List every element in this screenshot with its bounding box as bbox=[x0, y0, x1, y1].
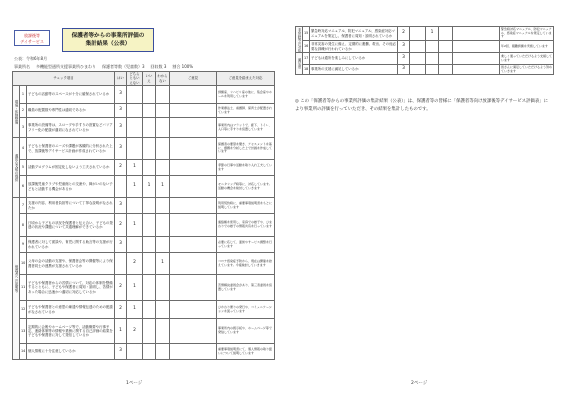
opinion-cell bbox=[170, 160, 217, 176]
tally-cell bbox=[127, 198, 143, 214]
tally-cell: 2 bbox=[115, 214, 127, 237]
check-item: 子どもや保護者との意思の疎通や情報伝達のための配慮がなされているか bbox=[27, 301, 115, 319]
header-neutral: どちらともいえない bbox=[127, 72, 143, 86]
badge-line: 放課後等 bbox=[24, 33, 40, 38]
opinion-cell bbox=[170, 198, 217, 214]
tally-cell bbox=[143, 118, 156, 138]
check-item: 活動プログラムが固定化しないよう工夫されているか bbox=[27, 160, 115, 176]
facility-meta bbox=[14, 64, 276, 70]
tally-cell bbox=[143, 104, 156, 118]
table-row bbox=[13, 160, 275, 176]
tally-cell bbox=[127, 104, 143, 118]
tally-cell bbox=[127, 86, 143, 104]
tally-cell bbox=[143, 160, 156, 176]
table-row bbox=[296, 65, 554, 75]
tally-cell: 1 bbox=[127, 176, 143, 198]
tally-cell: 2 bbox=[115, 301, 127, 319]
opinion-cell bbox=[170, 344, 217, 360]
table-row bbox=[13, 237, 275, 253]
table-row bbox=[13, 301, 275, 319]
row-number: 17 bbox=[303, 53, 310, 65]
row-number: 7 bbox=[20, 198, 27, 214]
tally-cell bbox=[143, 86, 156, 104]
header-opinion: ご意見 bbox=[170, 72, 217, 86]
tally-cell bbox=[127, 237, 143, 253]
row-number: 2 bbox=[20, 104, 27, 118]
tally-cell: 2 bbox=[115, 160, 127, 176]
opinion-cell bbox=[170, 118, 217, 138]
row-number: 4 bbox=[20, 138, 27, 160]
tally-cell bbox=[410, 65, 426, 75]
tally-cell: 3 bbox=[115, 86, 127, 104]
opinion-cell bbox=[170, 275, 217, 301]
tally-cell: 3 bbox=[115, 138, 127, 160]
tally-cell bbox=[156, 275, 170, 301]
row-number: 10 bbox=[20, 253, 27, 275]
publication-date: 公表：令和6年8月 bbox=[14, 56, 48, 61]
response-cell: 年2回、避難訓練を実施しています bbox=[500, 41, 554, 53]
check-item: 子どもと保護者のニーズや課題が客観的に分析された上で、放課後等デイサービス計画が作成されているか bbox=[27, 138, 115, 160]
response-cell: 利用契約時に、重要事項説明書をもとに説明しています bbox=[217, 198, 275, 214]
tally-cell bbox=[115, 176, 127, 198]
tally-cell bbox=[143, 237, 156, 253]
tally-cell bbox=[143, 253, 156, 275]
response-cell: 皆さんに満足していただけるよう努めていきます bbox=[501, 64, 553, 73]
response-cell: 訓練室、リハビリ室の他に、集会室やホールを利用しています bbox=[217, 86, 275, 104]
badge-line: デイサービス bbox=[20, 38, 44, 44]
document-page-2 bbox=[283, 0, 566, 400]
tally-cell: 1 bbox=[127, 160, 143, 176]
row-number: 5 bbox=[20, 160, 27, 176]
tally-cell bbox=[143, 198, 156, 214]
table-row bbox=[13, 344, 275, 360]
tally-cell bbox=[426, 65, 439, 75]
tally-cell: 3 bbox=[398, 53, 410, 65]
tally-cell: 1 bbox=[156, 253, 170, 275]
tally-cell bbox=[127, 344, 143, 360]
response-cell: 保護者の要望を聞き、アセスメントを基に、課題を分析した上で計画を作成しています bbox=[217, 138, 275, 160]
tally-cell: 3 bbox=[115, 198, 127, 214]
evaluation-table-continued bbox=[295, 26, 554, 75]
check-item: 個人情報に十分注意しているか bbox=[27, 344, 115, 360]
opinion-cell bbox=[170, 86, 217, 104]
opinion-cell bbox=[453, 53, 500, 65]
check-item: 日頃から子どもの状況を保護者と伝え合い、子どもの発達の状況や課題について共通理解ができているか bbox=[27, 214, 115, 237]
row-number: 8 bbox=[20, 214, 27, 237]
response-cell: 事業所内の掲示板や、ホームページ等で発信しています bbox=[217, 319, 275, 344]
evaluation-table-body bbox=[13, 86, 275, 360]
header-item: チェック項目 bbox=[13, 72, 115, 86]
opinion-cell bbox=[170, 301, 217, 319]
tally-cell: 2 bbox=[127, 253, 143, 275]
tally-cell bbox=[156, 301, 170, 319]
row-number: 13 bbox=[20, 319, 27, 344]
tally-cell bbox=[156, 319, 170, 344]
response-cell: 楽しく通っていただけるよう支援しています bbox=[500, 53, 554, 65]
check-item: 定期的に会報やホームページ等で、活動概要や行事予定、連絡体制等の情報や業務に関する自己評価の結果を子どもや保護者に対して発信しているか bbox=[27, 319, 115, 344]
tally-cell: 3 bbox=[115, 344, 127, 360]
response-cell: ひかわり便りの発行や、コミュニケーションを図っています bbox=[217, 301, 275, 319]
respondent-count: 保護者等数（児童数）3 bbox=[102, 64, 145, 69]
category-cell: 適切な支援の提供 bbox=[13, 138, 20, 198]
opinion-cell bbox=[170, 138, 217, 160]
table-row bbox=[13, 275, 275, 301]
tally-cell: 3 bbox=[398, 41, 410, 53]
header-no: いいえ bbox=[143, 72, 156, 86]
tally-cell: 1 bbox=[115, 319, 127, 344]
response-rate: 割合 100% bbox=[172, 64, 194, 69]
evaluation-table-body-continued bbox=[296, 27, 554, 75]
title-line: 保護者等からの事業所評価の bbox=[71, 33, 145, 39]
row-number: 14 bbox=[20, 344, 27, 360]
tally-cell bbox=[156, 160, 170, 176]
service-type-badge bbox=[14, 30, 50, 46]
response-cell: 苦情解決委員会があり、第三者委員を設置しています bbox=[217, 275, 275, 301]
row-number: 15 bbox=[303, 27, 310, 41]
tally-cell: 3 bbox=[115, 104, 127, 118]
category-cell: 保護者への説明等 bbox=[13, 198, 20, 360]
header-yes: はい bbox=[115, 72, 127, 86]
table-row bbox=[13, 319, 275, 344]
tally-cell bbox=[143, 319, 156, 344]
response-cell: 必要に応じて、面談やサービス調整を行っています bbox=[217, 237, 275, 253]
tally-cell bbox=[410, 53, 426, 65]
tally-cell bbox=[127, 138, 143, 160]
tally-cell bbox=[410, 27, 426, 41]
tally-cell bbox=[127, 118, 143, 138]
table-header-row bbox=[13, 72, 275, 86]
tally-cell bbox=[439, 65, 453, 75]
response-cell: 季節の行事や活動を取り入れ工夫しています bbox=[217, 160, 275, 176]
response-cell: 作業療法士、看護師、保育士が配置されています bbox=[217, 104, 275, 118]
document-title bbox=[62, 28, 154, 52]
table-row bbox=[296, 41, 554, 53]
tally-cell bbox=[426, 53, 439, 65]
tally-cell bbox=[156, 104, 170, 118]
tally-cell: 3 bbox=[398, 65, 410, 75]
row-number: 12 bbox=[20, 301, 27, 319]
opinion-cell bbox=[170, 253, 217, 275]
tally-cell bbox=[426, 41, 439, 53]
table-row bbox=[13, 176, 275, 198]
check-item: 事業所の設備等は、スロープや手すりの設置などバリアフリー化の配慮が適切になされているか bbox=[27, 118, 115, 138]
tally-cell bbox=[156, 344, 170, 360]
check-item: 父母の会の活動の支援や、保護者会等の開催等により保護者同士の連携が支援されているか bbox=[27, 253, 115, 275]
response-cell: コロナ感染症予防から、現在は開催を控えています。今後検討していきます bbox=[217, 253, 275, 275]
response-cell: 重要事項説明書にて、個人情報の取り扱いについて説明しています bbox=[217, 344, 275, 360]
opinion-cell bbox=[170, 214, 217, 237]
opinion-cell bbox=[453, 41, 500, 53]
tally-cell bbox=[143, 344, 156, 360]
table-row bbox=[13, 198, 275, 214]
tally-cell bbox=[410, 41, 426, 53]
header-response: ご意見を踏まえた対応 bbox=[217, 72, 275, 86]
tally-cell: 1 bbox=[127, 275, 143, 301]
table-row bbox=[13, 86, 275, 104]
header-unknown: わからない bbox=[156, 72, 170, 86]
title-line: 集計結果（公表） bbox=[85, 41, 131, 47]
tally-cell: 1 bbox=[143, 176, 156, 198]
check-item: 事業所の支援に満足しているか bbox=[310, 65, 398, 75]
opinion-cell bbox=[170, 319, 217, 344]
tally-cell: 1 bbox=[127, 301, 143, 319]
opinion-cell bbox=[453, 65, 500, 75]
opinion-cell bbox=[170, 176, 217, 198]
tally-cell: 1 bbox=[156, 176, 170, 198]
facility-name: 多機能型通所支援事業所ひまわり bbox=[36, 64, 96, 69]
category-cell: 満足度 bbox=[296, 53, 303, 75]
tally-cell bbox=[156, 198, 170, 214]
tally-cell: 2 bbox=[398, 27, 410, 41]
row-number: 1 bbox=[20, 86, 27, 104]
tally-cell bbox=[156, 237, 170, 253]
category-cell: 非常時等の対応 bbox=[297, 27, 302, 52]
tally-cell bbox=[439, 41, 453, 53]
evaluation-table bbox=[12, 71, 275, 360]
tally-cell bbox=[156, 214, 170, 237]
tally-cell: 3 bbox=[115, 118, 127, 138]
tally-cell: 3 bbox=[115, 237, 127, 253]
check-item: 職員の配置数や専門性は適切であるか bbox=[27, 104, 115, 118]
category-cell: 環境・体制整備 bbox=[13, 86, 20, 138]
tally-cell: 2 bbox=[127, 319, 143, 344]
tally-cell bbox=[143, 301, 156, 319]
summary-note: ◎ この「保護者等からの事業所評価の集計結果（公表）」は、保護者等の皆様に「保護者等向け放課後等デイサービス評価表」により事業所の評価を行っていただき、その結果を集計したものです。 bbox=[295, 99, 548, 112]
page-number: 2ページ bbox=[411, 381, 428, 386]
table-row bbox=[13, 118, 275, 138]
check-item: 保護者に対して面談や、育児に関する助言等の支援が行われているか bbox=[27, 237, 115, 253]
row-number: 11 bbox=[20, 275, 27, 301]
opinion-cell bbox=[170, 104, 217, 118]
check-item: 子どもや保護者からの苦情について、対応の体制を整備するとともに、子どもや保護者に周知・説明し、苦情があった場合に迅速かつ適切に対応しているか bbox=[27, 275, 115, 301]
response-cell: 事業所内はフラットで、廊下、トイレ、入口等に手すりを設置しています bbox=[217, 118, 275, 138]
tally-cell bbox=[156, 138, 170, 160]
row-number: 16 bbox=[303, 41, 310, 53]
tally-cell: 1 bbox=[127, 214, 143, 237]
tally-cell: 2 bbox=[115, 275, 127, 301]
row-number: 9 bbox=[20, 237, 27, 253]
opinion-cell bbox=[453, 27, 500, 41]
response-cell: 連絡帳を使用し、家庭での様子や、ひまわりでの様子の情報共有を行っています bbox=[217, 214, 275, 237]
check-item: 子どもは通所を楽しみにしているか bbox=[310, 53, 398, 65]
table-row bbox=[13, 214, 275, 237]
tally-cell: 1 bbox=[426, 27, 439, 41]
tally-cell bbox=[156, 118, 170, 138]
table-row bbox=[13, 253, 275, 275]
tally-cell bbox=[115, 253, 127, 275]
check-item: 緊急時対応マニュアル、防犯マニュアル、感染症対応マニュアルを策定し、保護者に周知・説明されているか bbox=[310, 27, 398, 41]
table-row bbox=[13, 104, 275, 118]
tally-cell bbox=[156, 86, 170, 104]
check-item: 子どもの活動等のスペースが十分に確保されているか bbox=[27, 86, 115, 104]
response-cell: モニタリング時等に、対応しています。活動の機会を検討していきます bbox=[217, 176, 275, 198]
table-row bbox=[13, 138, 275, 160]
response-cell: 緊急時対応マニュアル、防犯マニュアル、感染症マニュアルを策定しています bbox=[500, 27, 554, 41]
tally-cell bbox=[143, 214, 156, 237]
tally-cell bbox=[143, 275, 156, 301]
row-number: 18 bbox=[303, 65, 310, 75]
facility-label: 事業所名 bbox=[14, 64, 30, 69]
answered-count: 回収数 3 bbox=[150, 64, 167, 69]
row-number: 6 bbox=[20, 176, 27, 198]
tally-cell bbox=[439, 27, 453, 41]
check-item: 放課後児童クラブや児童館との交流や、障がいのない子どもと活動する機会があるか bbox=[27, 176, 115, 198]
table-row bbox=[296, 27, 554, 41]
tally-cell bbox=[143, 138, 156, 160]
table-row bbox=[296, 53, 554, 65]
check-item: 支援の内容、利用者負担等について丁寧な説明がなされたか bbox=[27, 198, 115, 214]
row-number: 3 bbox=[20, 118, 27, 138]
check-item: 非常災害の発生に備え、定期的に避難、救出、その他必要な訓練が行われているか bbox=[311, 42, 396, 51]
page-number: 1ページ bbox=[126, 381, 143, 386]
tally-cell bbox=[439, 53, 453, 65]
opinion-cell bbox=[170, 237, 217, 253]
